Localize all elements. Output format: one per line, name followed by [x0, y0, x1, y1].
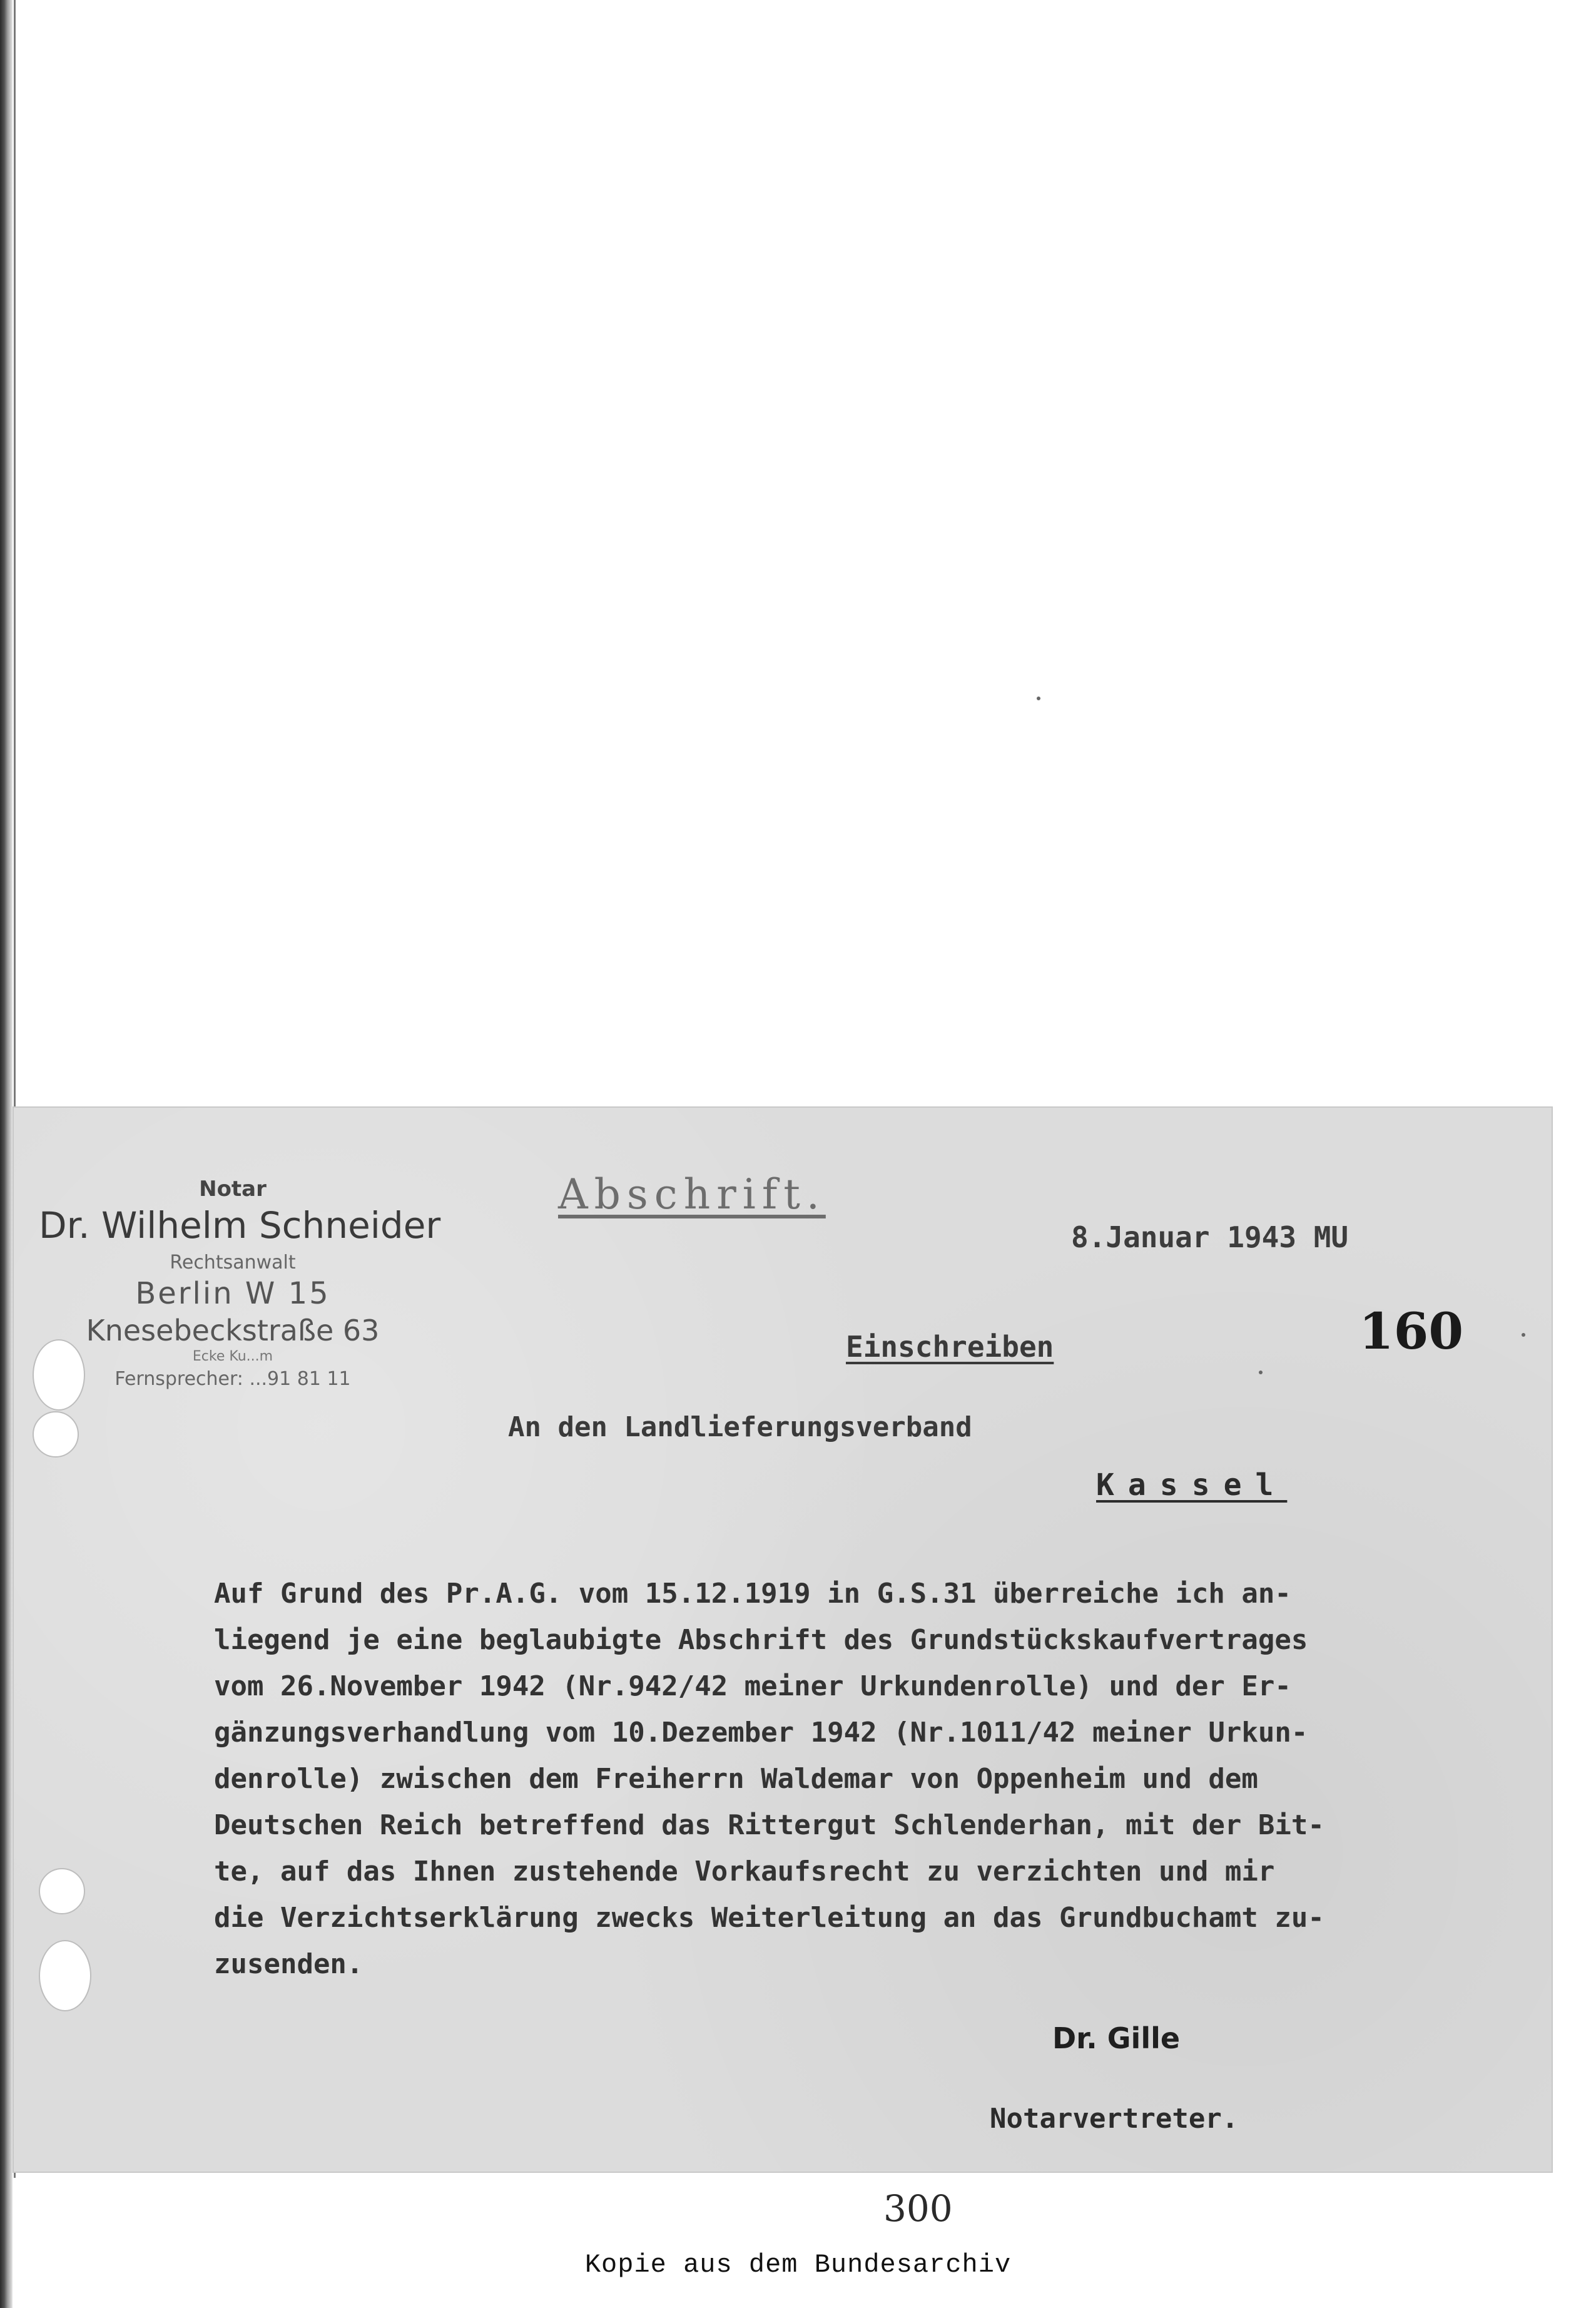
folio-number: 300	[883, 2187, 953, 2230]
letterhead-city: Berlin W 15	[135, 1276, 330, 1311]
body-line: denrolle) zwischen dem Freiherrn Waldemar von Oppenheim und dem	[214, 1763, 1258, 1795]
letterhead-street: Knesebeckstraße 63	[86, 1314, 380, 1347]
letterhead-corner: Ecke Ku...m	[192, 1349, 273, 1364]
body-line: die Verzichtserklärung zwecks Weiterleitung an das Grundbuchamt zu-	[214, 1902, 1324, 1934]
punch-hole	[33, 1411, 79, 1458]
recipient-line: An den Landlieferungsverband	[508, 1411, 972, 1443]
scan-speck	[1037, 697, 1040, 700]
body-line: Auf Grund des Pr.A.G. vom 15.12.1919 in G.S.31 überreiche ich an-	[214, 1578, 1291, 1610]
signature-title: Notarvertreter.	[990, 2103, 1239, 2135]
letterhead-phone: Fernsprecher: ...91 81 11	[114, 1368, 351, 1390]
letterhead-name: Dr. Wilhelm Schneider	[39, 1204, 441, 1247]
body-line: zusenden.	[214, 1948, 363, 1980]
letterhead-title: Notar	[199, 1177, 267, 1202]
registered-mail-label: Einschreiben	[846, 1330, 1054, 1364]
body-line: Deutschen Reich betreffend das Rittergut Schlenderhan, mit der Bit-	[214, 1809, 1324, 1841]
body-line: gänzungsverhandlung vom 10.Dezember 1942 (Nr.1011/42 meiner Urkun-	[214, 1717, 1308, 1749]
scan-speck	[1522, 1333, 1525, 1337]
letter-date: 8.Januar 1943 MU	[1071, 1220, 1349, 1254]
scan-speck	[1259, 1371, 1263, 1374]
punch-hole	[39, 1868, 85, 1914]
punch-hole	[39, 1940, 91, 2011]
body-line: te, auf das Ihnen zustehende Vorkaufsrecht zu verzichten und mir	[214, 1856, 1275, 1887]
archive-caption: Kopie aus dem Bundesarchiv	[584, 2250, 1012, 2280]
letter-body	[214, 1571, 1553, 1988]
letterhead-role: Rechtsanwalt	[170, 1252, 296, 1274]
recipient-city: Kassel	[1096, 1468, 1288, 1503]
page-number: 160	[1359, 1302, 1463, 1361]
letterhead-stamp	[39, 1177, 441, 1390]
body-line: liegend je eine beglaubigte Abschrift des Grundstückskaufvertrages	[214, 1624, 1308, 1656]
signature: Dr. Gille	[1052, 2021, 1181, 2055]
letter-sheet	[14, 1108, 1552, 2230]
copy-heading: Abschrift.	[558, 1170, 826, 1218]
body-line: vom 26.November 1942 (Nr.942/42 meiner Urkundenrolle) und der Er-	[214, 1670, 1291, 1702]
binder-strip	[0, 0, 13, 2308]
